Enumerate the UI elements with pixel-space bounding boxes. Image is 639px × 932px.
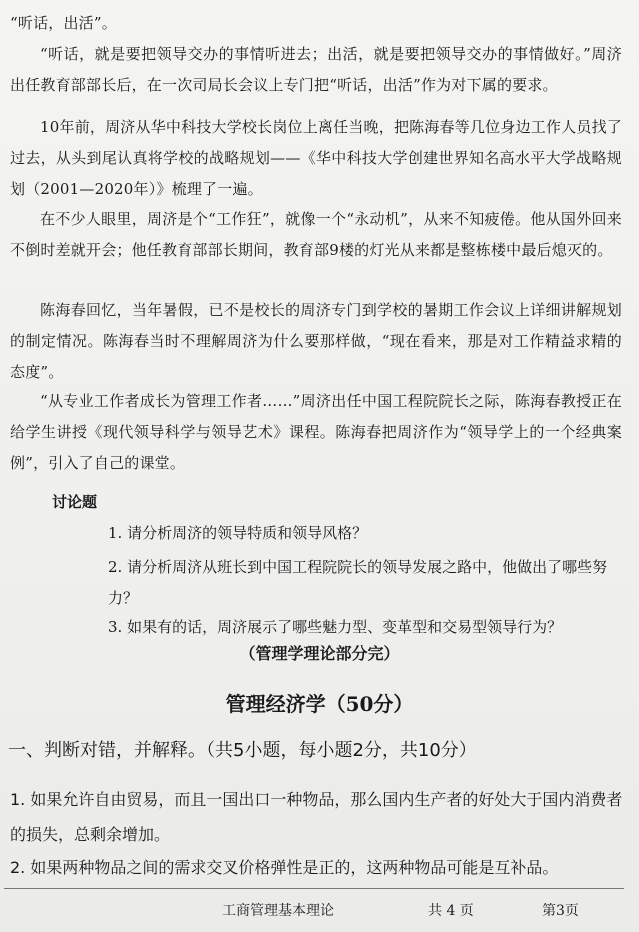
paragraph-1: “听话，就是要把领导交办的事情听进去；出活，就是要把领导交办的事情做好。”周济出任教育部部长后，在一次司局长会议上专门把“听话，出活”作为对下属的要求。 (10, 45, 622, 94)
footer-divider (4, 888, 624, 889)
question-item-1: 1. 如果允许自由贸易，而且一国出口一种物品，那么国内生产者的好处大于国内消费者的损失，总剩余增加。 (10, 790, 623, 844)
management-section-end: （管理学理论部分完） (239, 644, 400, 663)
section-heading-true-false: 一、判断对错，并解释。（共5小题，每小题2分，共10分） (8, 740, 477, 761)
paragraph-2: 10年前，周济从华中科技大学校长岗位上离任当晚，把陈海春等几位身边工作人员找了过去，从头到尾认真将学校的战略规划——《华中科技大学创建世界知名高水平大学战略规划（2001—2020年）》梳理了一遍。 (10, 118, 622, 198)
paragraph-3: 在不少人眼里，周济是个“工作狂”，就像一个“永动机”，从来不知疲倦。他从国外回来不倒时差就开会；他任教育部部长期间，教育部9楼的灯光从来都是整栋楼中最后熄灭的。 (10, 210, 622, 259)
footer-subject: 工商管理基本理论 (222, 903, 334, 919)
footer-page-number: 第3页 (542, 903, 579, 919)
discussion-heading: 讨论题 (52, 493, 98, 511)
economics-title: 管理经济学（50分） (225, 692, 414, 716)
paragraph-5: “从专业工作者成长为管理工作者……”周济出任中国工程院院长之际，陈海春教授正在给学生讲授《现代领导科学与领导艺术》课程。陈海春把周济作为“领导学上的一个经典案例”，引入了自己的课堂。 (10, 392, 622, 472)
question-item-2: 2. 如果两种物品之间的需求交叉价格弹性是正的，这两种物品可能是互补品。 (10, 858, 559, 877)
paragraph-0: “听话，出活”。 (10, 14, 117, 32)
discussion-question-3: 3. 如果有的话，周济展示了哪些魅力型、变革型和交易型领导行为？ (108, 618, 563, 636)
discussion-question-1: 1. 请分析周济的领导特质和领导风格？ (108, 524, 368, 542)
discussion-question-2: 2. 请分析周济从班长到中国工程院院长的领导发展之路中，他做出了哪些努力？ (108, 558, 608, 607)
paragraph-4: 陈海春回忆，当年暑假，已不是校长的周济专门到学校的暑期工作会议上详细讲解规划的制定情况。陈海春当时不理解周济为什么要那样做，“现在看来，那是对工作精益求精的态度”。 (10, 301, 622, 381)
footer-total-pages: 共 4 页 (428, 903, 474, 919)
